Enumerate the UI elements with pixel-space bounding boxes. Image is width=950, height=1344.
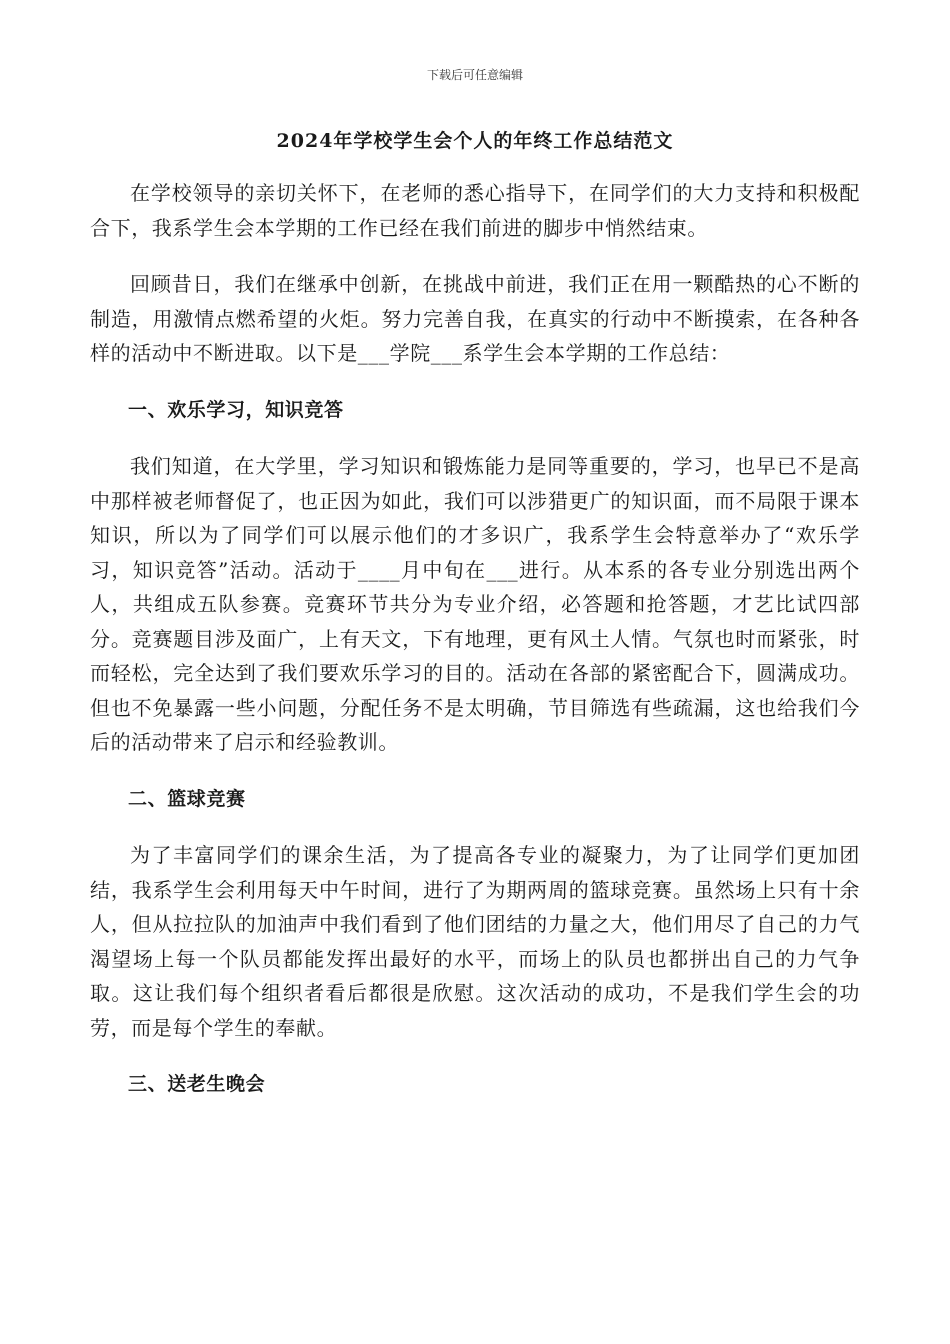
header-note: 下载后可任意编辑: [426, 68, 523, 82]
document-body: [90, 176, 860, 1124]
paragraph-quiz: 我们知道，在大学里，学习知识和锻炼能力是同等重要的，学习，也早已不是高中那样被老师督促了，也正因为如此，我们可以涉猎更广的知识面，而不局限于课本知识，所以为了同学们可以展示他们的才多识广，我系学生会特意举办了“欢乐学习，知识竞答”活动。活动于____月中旬在___进行。从本系的各专业分别选出两个人，共组成五队参赛。竞赛环节共分为专业介绍，必答题和抢答题，才艺比试四部分。竞赛题目涉及面广，上有天文，下有地理，更有风土人情。气氛也时而紧张，时而轻松，完全达到了我们要欢乐学习的目的。活动在各部的紧密配合下，圆满成功。但也不免暴露一些小问题，分配任务不是太明确，节目筛选有些疏漏，这也给我们今后的活动带来了启示和经验教训。: [90, 454, 860, 754]
section-heading-1: 一、欢乐学习，知识竞答: [128, 398, 344, 421]
paragraph-review: 回顾昔日，我们在继承中创新，在挑战中前进，我们正在用一颗酷热的心不断的制造，用激情点燃希望的火炬。努力完善自我，在真实的行动中不断摸索，在各种各样的活动中不断进取。以下是___学院___系学生会本学期的工作总结：: [90, 272, 860, 365]
paragraph-intro: 在学校领导的亲切关怀下，在老师的悉心指导下，在同学们的大力支持和积极配合下，我系学生会本学期的工作已经在我们前进的脚步中悄然结束。: [90, 181, 860, 240]
paragraph-basketball: 为了丰富同学们的课余生活，为了提高各专业的凝聚力，为了让同学们更加团结，我系学生会利用每天中午时间，进行了为期两周的篮球竞赛。虽然场上只有十余人，但从拉拉队的加油声中我们看到了他们团结的力量之大，他们用尽了自己的力气渴望场上每一个队员都能发挥出最好的水平，而场上的队员也都拼出自己的力气争取。这让我们每个组织者看后都很是欣慰。这次活动的成功，不是我们学生会的功劳，而是每个学生的奉献。: [90, 843, 860, 1040]
section-heading-3: 三、送老生晚会: [128, 1073, 266, 1095]
section-heading-2: 二、篮球竞赛: [128, 787, 246, 810]
document-title: 2024年学校学生会个人的年终工作总结范文: [276, 130, 674, 152]
